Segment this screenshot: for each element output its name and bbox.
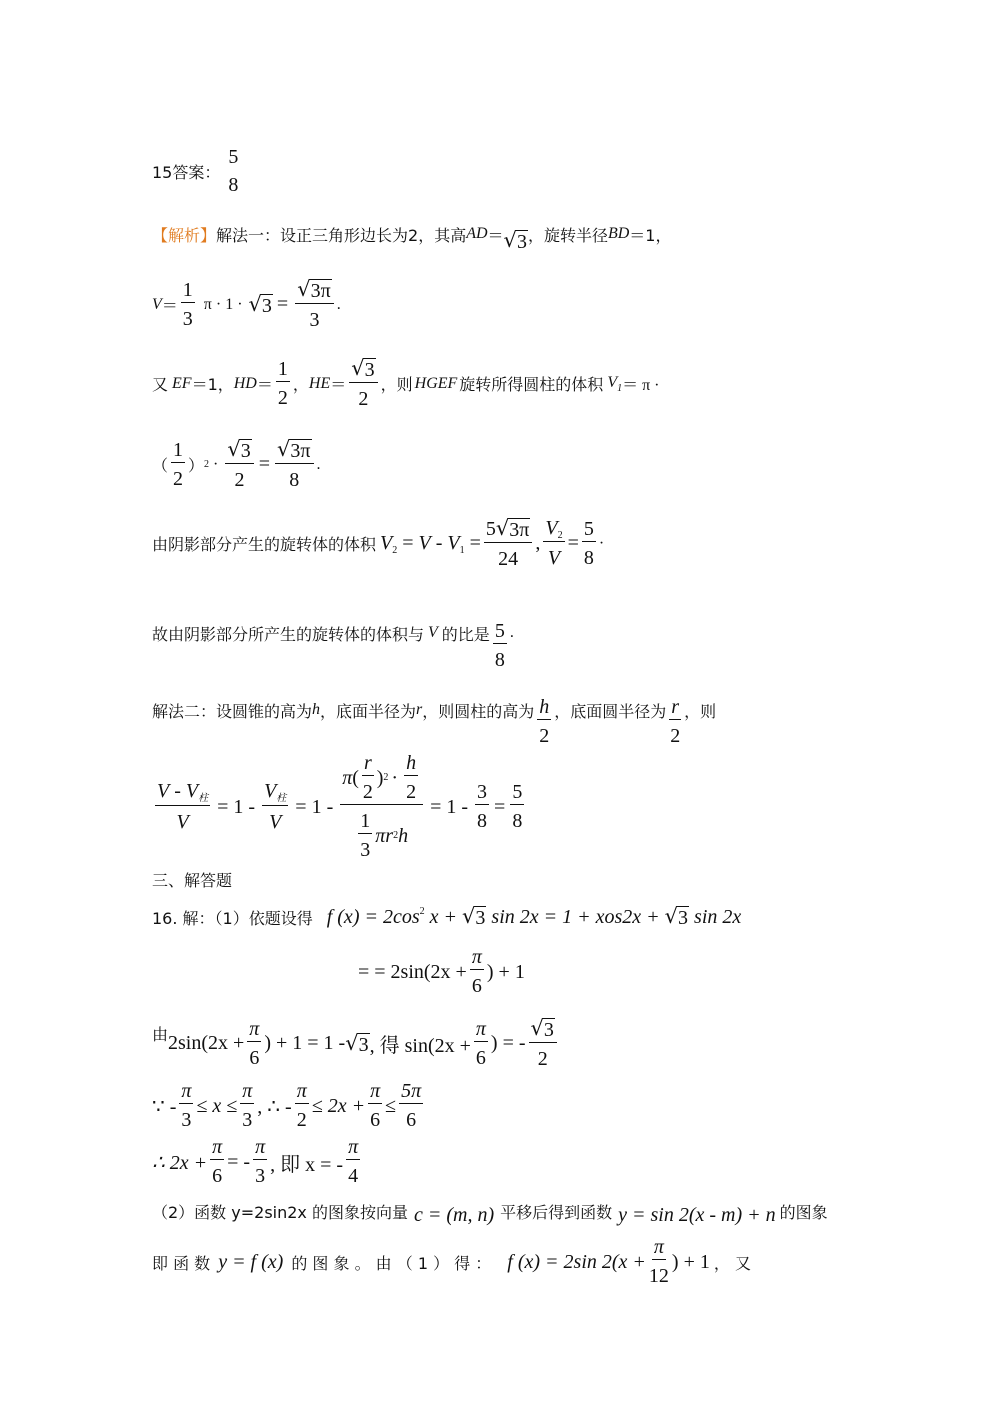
frac-v2: 5 √ 3π 24	[484, 516, 533, 571]
v2-expr: $V_2 = V - V_1$ =	[380, 531, 481, 556]
eq-sign-3: =	[567, 532, 579, 554]
t-frac-2: $\frac{\pi}{3}$	[255, 1136, 266, 1187]
q16-part2-line	[152, 1196, 828, 1227]
bf-eq2: = 1 -	[295, 795, 334, 818]
sqrt-3: √ 3	[503, 228, 527, 253]
ef-line	[152, 356, 660, 411]
conclusion-line	[152, 594, 514, 672]
he-label: HE	[308, 374, 331, 392]
hgef-label: HGEF	[414, 374, 458, 392]
q16-line-1	[152, 904, 741, 930]
q15-answer-num: 5	[228, 146, 239, 168]
q16-last-line	[152, 1236, 751, 1288]
conclusion-v: V	[428, 624, 438, 641]
q2-func: y = sin 2(x - m) + n	[618, 1204, 776, 1226]
ef-tail3: ＝ π ·	[622, 377, 660, 394]
b-mid2: , ∴ -	[257, 1095, 292, 1118]
b-frac-1: $\frac{\pi}{3}$	[181, 1080, 192, 1131]
last-text1: 即 函 数	[152, 1253, 211, 1273]
frac-1-3: $\frac{1}{3}$	[182, 278, 193, 330]
sqrt-3-b: √ 3	[248, 291, 272, 317]
q16-line-3	[152, 1016, 560, 1071]
b-frac-2: $\frac{\pi}{3}$	[242, 1080, 253, 1131]
t-mid2: , 即 x = -	[270, 1153, 344, 1176]
conclusion-frac: $\frac{5}{8}$	[494, 620, 505, 671]
eq3: 2sin(2x + $\frac{\pi}{6}$ ) + 1 = 1 - √ 3 , 得 sin(2x + $\frac{\pi}{6}$ ) = - √ 3 2	[168, 1016, 560, 1071]
last-text3: ， 又	[713, 1253, 751, 1273]
sq-sup: 2	[204, 459, 210, 470]
therefore-line	[152, 1136, 363, 1188]
frac-root3-2: √ 3 2	[225, 437, 253, 492]
method2-text5: ，则	[684, 701, 717, 721]
frac-he: √ 3 2	[349, 356, 377, 411]
last-frac: $\frac{\pi}{12}$	[648, 1236, 669, 1287]
t-frac-1: $\frac{\pi}{6}$	[212, 1136, 223, 1187]
shadow-line	[152, 516, 604, 571]
method1-text: 解法一：设正三角形边长为2，其高	[216, 225, 467, 245]
b-frac-3: $\frac{\pi}{2}$	[296, 1080, 307, 1131]
bd-value: ＝1，	[629, 225, 672, 245]
frac-r-2: $\frac{r}{2}$	[670, 696, 681, 747]
bd-label: BD	[607, 225, 630, 242]
therefore-text: ∴ 2x +	[152, 1151, 208, 1174]
radius-text: ，旋转半径	[527, 225, 608, 245]
method2-text3: ，则圆柱的高为	[422, 701, 535, 721]
again-text: 又	[152, 375, 169, 394]
method2-text4: ，底面圆半径为	[554, 701, 667, 721]
last-f: f (x) = 2sin 2(x +	[507, 1250, 646, 1273]
conclusion-tail: 的比是	[441, 624, 490, 644]
eq-sign: =	[276, 293, 289, 315]
frac-v2-v: $\frac{V_2}{V}$	[545, 516, 563, 570]
ad-label: AD	[466, 225, 488, 242]
v-end: .	[336, 295, 341, 313]
ef-label: EF	[172, 374, 192, 392]
q2-text3: 的图象	[779, 1203, 828, 1222]
q2-vec: c = (m, n)	[413, 1204, 495, 1226]
b-frac-4: $\frac{\pi}{6}$	[370, 1080, 381, 1131]
paren-close: ）	[188, 456, 205, 475]
analysis-tag: 【解析】	[152, 225, 217, 245]
you-text: 由	[152, 1025, 169, 1044]
t-mid1: = -	[227, 1150, 251, 1173]
section3-heading: 三、解答题	[152, 871, 233, 890]
analysis-line-1	[152, 214, 671, 254]
because-line	[152, 1080, 426, 1132]
eq-sign-2: =	[258, 453, 271, 475]
frac-root3pi-3: √ 3π 3	[295, 277, 334, 332]
bf-frac-3: π ( $\frac{r}{2}$ ) 2 · $\frac{h}{2}$ $\frac{1}{3}$ π r 2 h	[340, 752, 423, 862]
last-func: y = f (x)	[218, 1250, 284, 1273]
last-tail: ) + 1	[671, 1250, 710, 1273]
q2-text2: 平移后得到函数	[500, 1203, 613, 1222]
f2-text: = = 2sin(2x +	[358, 960, 467, 983]
q15-answer-den: 8	[228, 174, 239, 196]
bf-frac-5-8: $\frac{5}{8}$	[512, 781, 523, 832]
v-formula-line	[152, 277, 341, 332]
bf-frac-1: $\frac{V - V_柱}{V}$	[157, 780, 209, 833]
b-mid3: ≤ 2x +	[311, 1094, 366, 1117]
b-frac-5: $\frac{5\pi}{6}$	[401, 1080, 422, 1131]
f2-tail: ) + 1	[486, 960, 525, 983]
bf-eq3: = 1 -	[430, 795, 469, 818]
q16-label: 16. 解：（1）依题设得	[152, 908, 313, 928]
big-formula	[152, 752, 527, 862]
ef-value: ＝1，	[191, 375, 234, 394]
hd-label: HD	[233, 374, 257, 392]
pi-dot-1: π · 1 ·	[203, 295, 243, 313]
bf-frac-2: $\frac{V_柱}{V}$	[264, 780, 287, 833]
v-lead: V	[152, 295, 162, 313]
because-text: ∵ -	[152, 1095, 177, 1118]
last-text2: 的 图 象 。 由 （ 1 ） 得 ：	[291, 1253, 492, 1273]
method2-text1: 解法二：设圆锥的高为	[152, 701, 313, 721]
comma: ，	[292, 375, 309, 394]
q15-answer-line	[152, 146, 243, 197]
method2-line	[152, 672, 716, 748]
ef-tail1: ，则	[380, 375, 413, 394]
q2-text1: （2）函数 y=2sin2x 的图象按向量	[152, 1203, 408, 1222]
f2-frac: $\frac{\pi}{6}$	[471, 946, 482, 997]
v-eq: ＝	[161, 296, 178, 315]
q15-label: 15答案：	[152, 163, 221, 182]
b-mid4: ≤	[385, 1094, 397, 1117]
r-var: r	[416, 701, 423, 718]
bf-frac-3-8: $\frac{3}{8}$	[477, 781, 488, 832]
hd-eq: ＝	[256, 375, 273, 394]
frac-h-2: $\frac{h}{2}$	[539, 696, 550, 747]
paren-open: （	[152, 456, 169, 475]
v1-label: $V_1$	[607, 373, 623, 394]
frac-hd: $\frac{1}{2}$	[277, 357, 288, 409]
ef-tail2: 旋转所得圆柱的体积	[459, 375, 604, 394]
ad-eq: ＝	[487, 225, 504, 245]
bf-eq4: =	[494, 795, 506, 818]
q16-f1: f $(x) = 2\cos^2$ x + √ 3 sin 2x = 1 + xos2x + √ 3 sin 2x	[326, 904, 742, 929]
b-mid1: ≤ x ≤	[196, 1094, 238, 1117]
frac-half: $\frac{1}{2}$	[173, 438, 184, 490]
frac-5-8: $\frac{5}{8}$	[583, 517, 594, 569]
shadow-text: 由阴影部分产生的旋转体的体积	[152, 535, 377, 554]
period: ·	[598, 534, 605, 552]
bf-eq1: = 1 -	[217, 795, 256, 818]
he-eq: ＝	[330, 375, 347, 394]
v1-end: .	[316, 455, 321, 473]
v1-formula-line	[152, 437, 321, 492]
comma-2: ,	[535, 532, 541, 554]
period-2: .	[509, 624, 514, 641]
q16-line-2	[358, 946, 525, 998]
dot: ·	[213, 455, 219, 473]
q15-answer-fraction	[226, 146, 240, 197]
h-var: h	[312, 701, 321, 718]
method2-text2: ，底面半径为	[320, 701, 417, 721]
frac-root3pi-8: √ 3π 8	[275, 437, 314, 492]
t-frac-3: $\frac{\pi}{4}$	[348, 1136, 359, 1187]
conclusion-text: 故由阴影部分所产生的旋转体的体积与	[152, 624, 425, 644]
